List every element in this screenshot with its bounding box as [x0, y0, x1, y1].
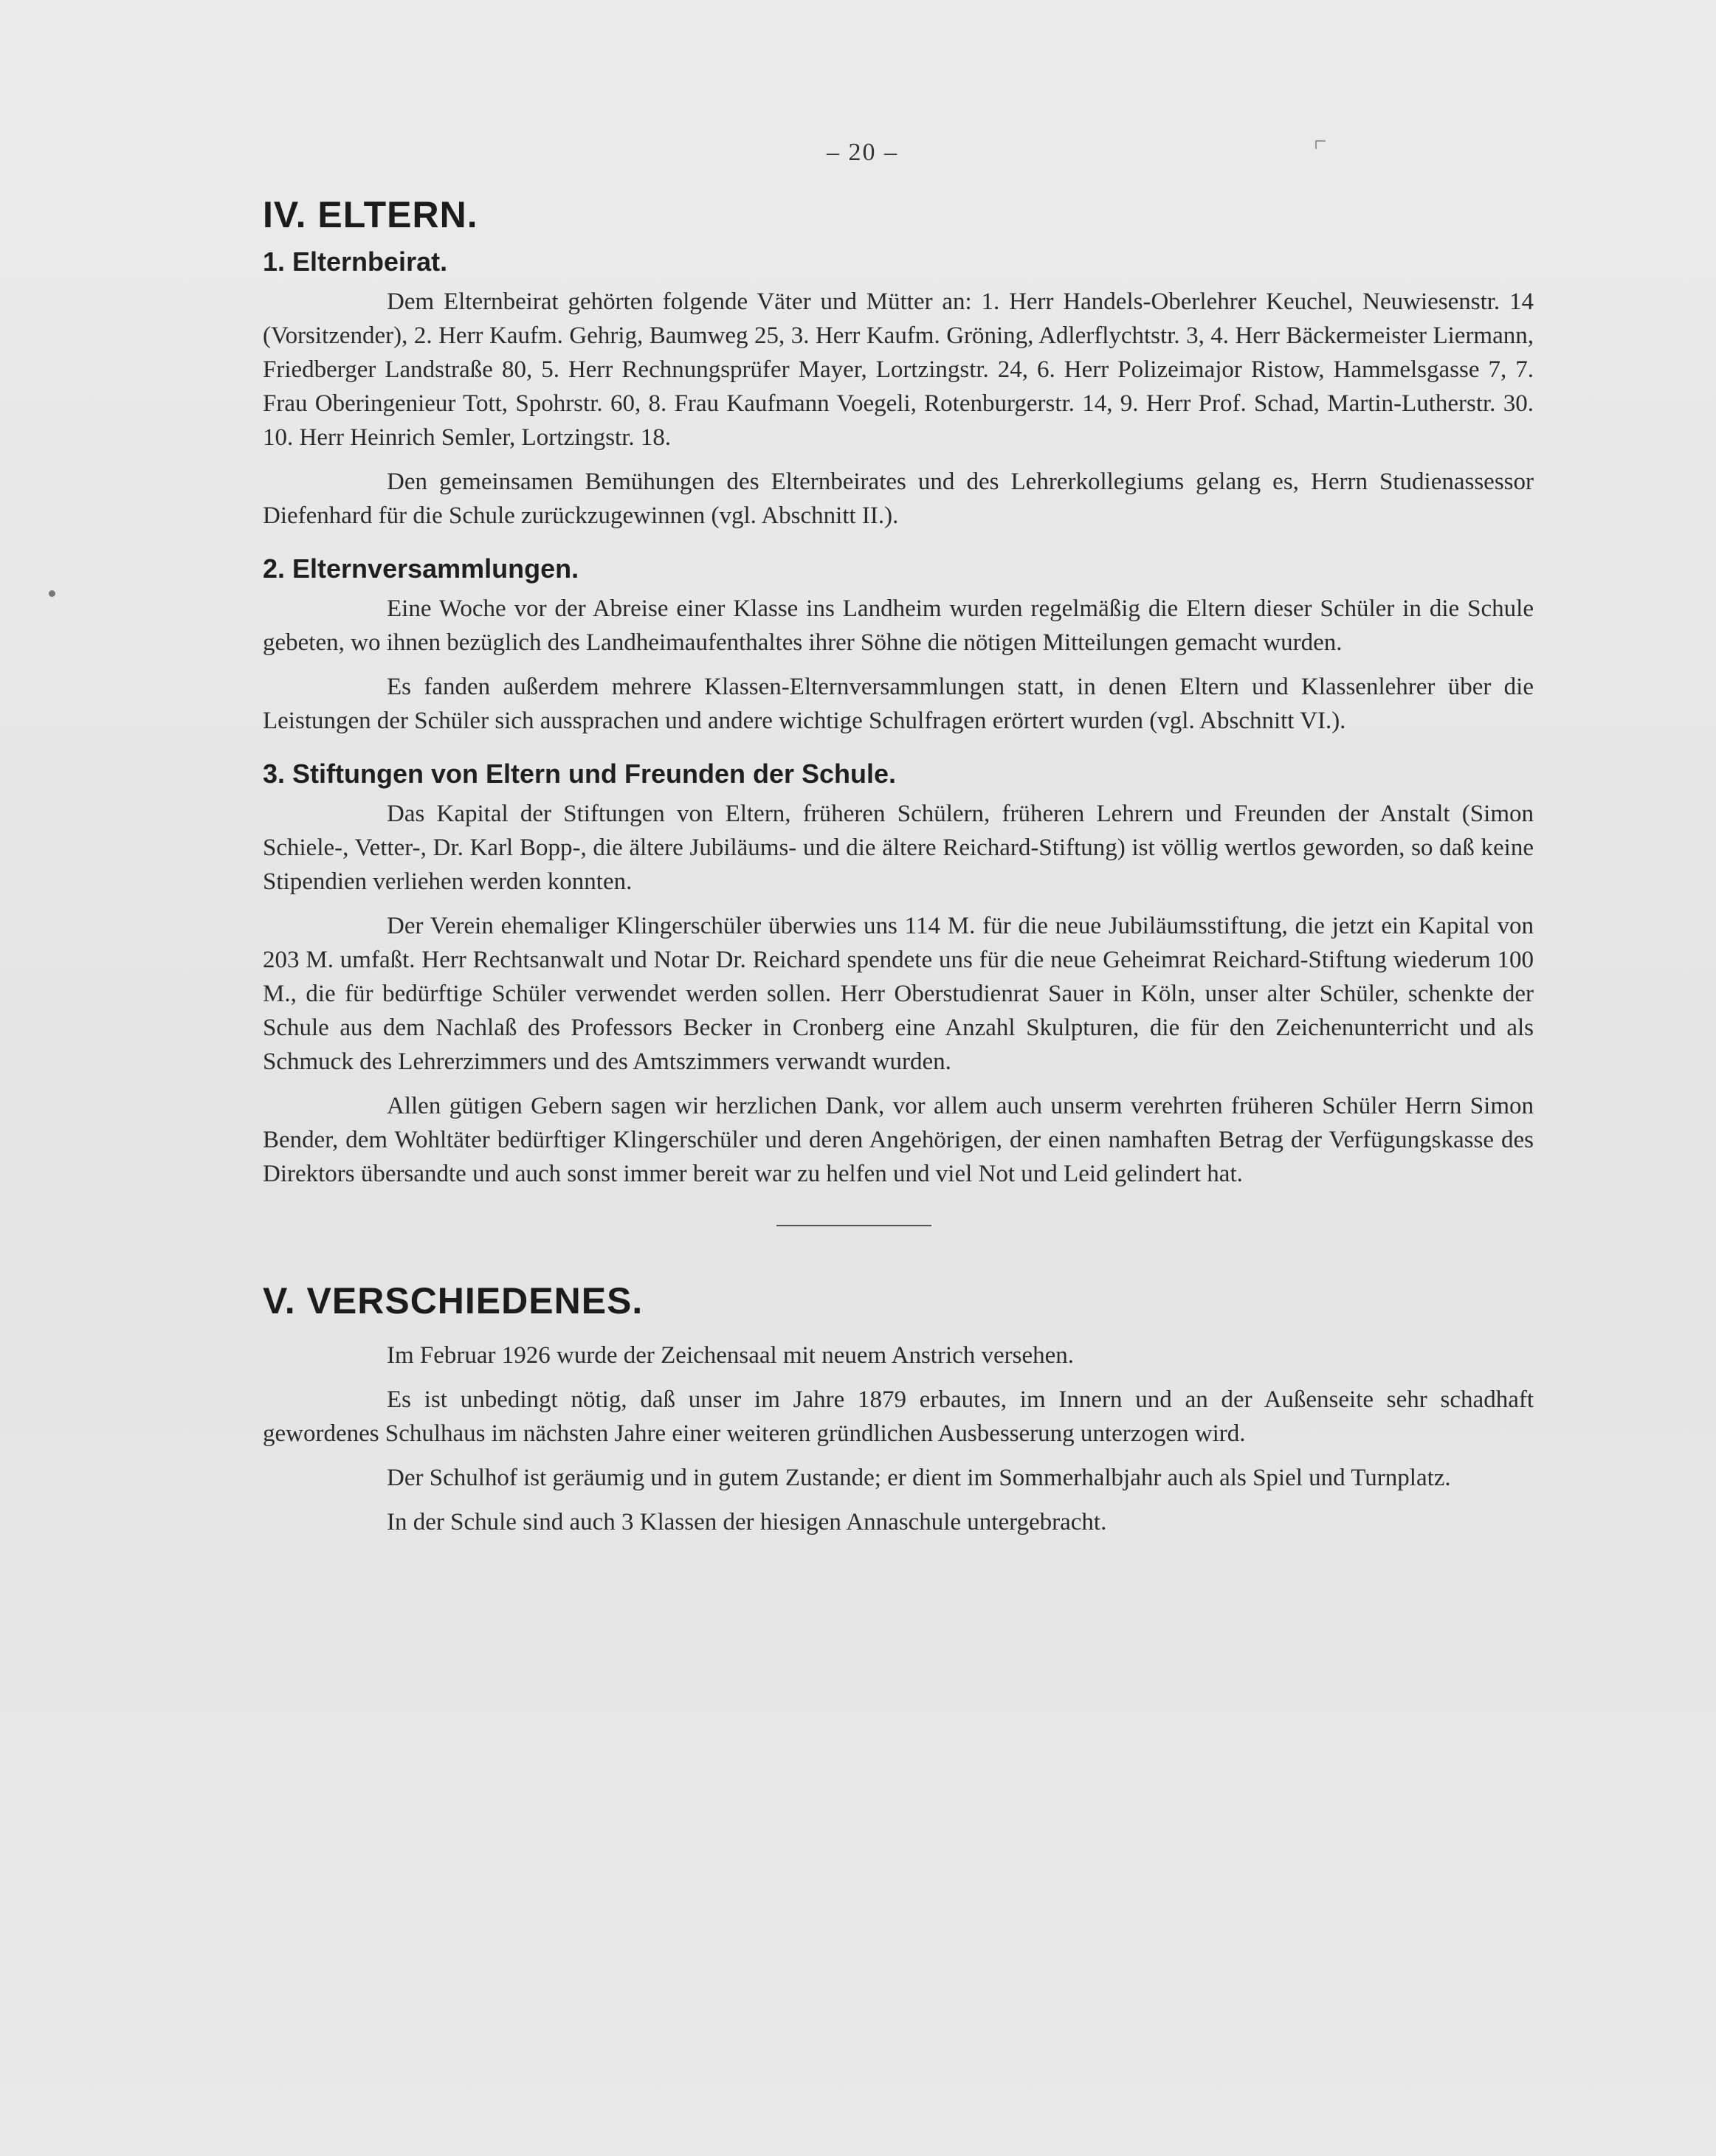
section-verschiedenes — [263, 1279, 1534, 1539]
paragraph: Es ist unbedingt nötig, daß unser im Jahre 1879 erbautes, im Innern und an der Außenseite sehr schadhaft gewordenes Schulhaus im nächsten Jahre einer weiteren gründlichen Ausbesserung unterzogen wird. — [263, 1386, 1534, 1447]
subsection-elternbeirat — [263, 246, 1534, 533]
section-eltern — [263, 193, 1534, 1191]
paragraph: Das Kapital der Stiftungen von Eltern, früheren Schülern, früheren Lehrern und Freunden der Anstalt (Simon Schiele-, Vetter-, Dr. Karl Bopp-, die ältere Jubiläums- und die ältere Reichard-Stiftung) ist völlig wertlos geworden, so daß keine Stipendien verliehen werden konnten. — [263, 801, 1534, 895]
page-number: – 20 – — [827, 139, 898, 166]
page-content — [263, 193, 1534, 1560]
corner-mark — [1315, 140, 1326, 149]
subsection-heading-stiftungen: 3. Stiftungen von Eltern und Freunden der Schule. — [263, 759, 897, 789]
section-heading-eltern: IV. ELTERN. — [263, 194, 478, 235]
paragraph: In der Schule sind auch 3 Klassen der hiesigen Annaschule untergebracht. — [387, 1509, 1107, 1535]
subsection-elternversammlungen — [263, 553, 1534, 738]
section-divider — [776, 1225, 931, 1226]
subsection-heading-elternversammlungen: 2. Elternversammlungen. — [263, 553, 579, 584]
section-heading-verschiedenes: V. VERSCHIEDENES. — [263, 1280, 644, 1321]
paragraph: Der Verein ehemaliger Klingerschüler überwies uns 114 M. für die neue Jubiläumsstiftung, die jetzt ein Kapital von 203 M. umfaßt. Herr Rechtsanwalt und Notar Dr. Reichard spendete uns für die neue Geheimrat Reichard-Stiftung wiederum 100 M., die für bedürftige Schüler verwendet werden sollen. Herr Oberstudienrat Sauer in Köln, unser alter Schüler, schenkte der Schule aus dem Nachlaß des Professors Becker in Cronberg eine Anzahl Skulpturen, die für den Zeichenunterricht und als Schmuck des Lehrerzimmers und des Amtszimmers verwandt wurden. — [263, 913, 1534, 1075]
paragraph: Der Schulhof ist geräumig und in gutem Zustande; er dient im Sommerhalbjahr auch als Spiel und Turnplatz. — [387, 1465, 1451, 1491]
paragraph: Es fanden außerdem mehrere Klassen-Elternversammlungen statt, in denen Eltern und Klassenlehrer über die Leistungen der Schüler sich aussprachen und andere wichtige Schulfragen erörtert wurden (vgl. Abschnitt VI.). — [263, 674, 1534, 734]
paragraph: Allen gütigen Gebern sagen wir herzlichen Dank, vor allem auch unserm verehrten früheren Schüler Herrn Simon Bender, dem Wohltäter bedürftiger Klingerschüler und deren Angehörigen, der einen namhaften Betrag der Verfügungskasse des Direktors übersandte und auch sonst immer bereit war zu helfen und viel Not und Leid gelindert hat. — [263, 1093, 1534, 1187]
subsection-stiftungen — [263, 759, 1534, 1191]
subsection-heading-elternbeirat: 1. Elternbeirat. — [263, 246, 448, 277]
margin-dot — [49, 590, 55, 597]
paragraph: Eine Woche vor der Abreise einer Klasse ins Landheim wurden regelmäßig die Eltern dieser Schüler in die Schule gebeten, wo ihnen bezüglich des Landheimaufenthaltes ihrer Söhne die nötigen Mitteilungen gemacht wurden. — [263, 595, 1534, 656]
paragraph: Den gemeinsamen Bemühungen des Elternbeirates und des Lehrerkollegiums gelang es, Herrn Studienassessor Diefenhard für die Schule zurückzugewinnen (vgl. Abschnitt II.). — [263, 469, 1534, 529]
paragraph: Dem Elternbeirat gehörten folgende Väter und Mütter an: 1. Herr Handels-Oberlehrer Keuchel, Neuwiesenstr. 14 (Vorsitzender), 2. Herr Kaufm. Gehrig, Baumweg 25, 3. Herr Kaufm. Gröning, Adlerflychtstr. 3, 4. Herr Bäckermeister Liermann, Friedberger Landstraße 80, 5. Herr Rechnungsprüfer Mayer, Lortzingstr. 24, 6. Herr Polizeimajor Ristow, Hammelsgasse 7, 7. Frau Oberingenieur Tott, Spohrstr. 60, 8. Frau Kaufmann Voegeli, Rotenburgerstr. 14, 9. Herr Prof. Schad, Martin-Lutherstr. 30. 10. Herr Heinrich Semler, Lortzingstr. 18. — [263, 288, 1534, 451]
paragraph: Im Februar 1926 wurde der Zeichensaal mit neuem Anstrich versehen. — [387, 1342, 1075, 1369]
